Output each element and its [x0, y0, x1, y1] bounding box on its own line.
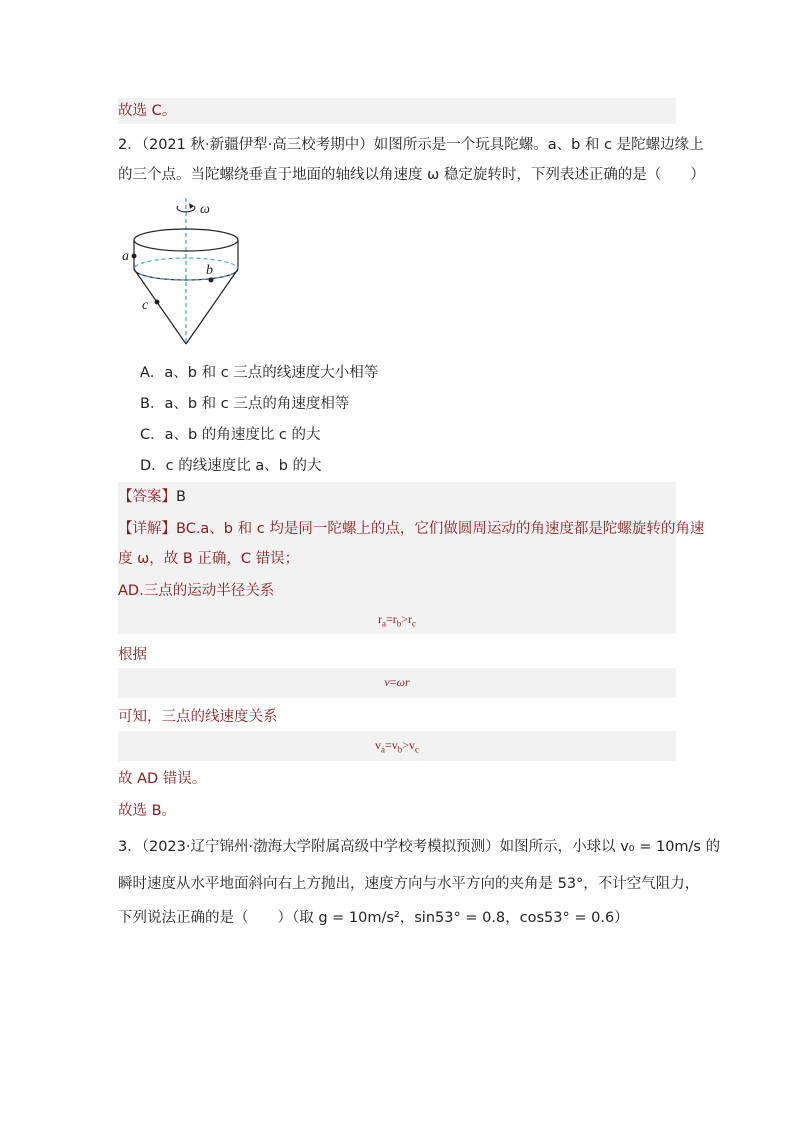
point-c-label: c	[142, 298, 149, 313]
detail-line1	[118, 518, 704, 540]
detail-text-1: BC.a、b 和 c 均是同一陀螺上的点，它们做圆周运动的角速度都是陀螺旋转的角速	[176, 521, 705, 537]
equation-v: v=ωr	[384, 675, 410, 689]
spinning-top-figure	[112, 194, 252, 349]
option-d: D．c 的线速度比 a、b 的大	[140, 458, 322, 474]
option-b: B．a、b 和 c 三点的角速度相等	[140, 396, 350, 412]
q3-stem-line2: 瞬时速度从水平地面斜向右上方抛出，速度方向与水平方向的夹角是 53°，不计空气阻力，	[118, 876, 700, 892]
prev-answer: 故选 C。	[118, 103, 177, 119]
option-c: C．a、b 的角速度比 c 的大	[140, 427, 321, 443]
know-line: 可知，三点的线速度关系	[118, 709, 278, 725]
choose-b: 故选 B。	[118, 803, 177, 819]
point-a-label: a	[122, 249, 129, 264]
q2-stem-line1: 2．（2021 秋·新疆伊犁·高三校考期中）如图所示是一个玩具陀螺。a、b 和 c 是陀螺边缘上	[118, 137, 704, 153]
ad-wrong: 故 AD 错误。	[118, 771, 207, 787]
detail-line2: 度 ω，故 B 正确，C 错误；	[118, 551, 300, 567]
prev-answer-shade	[118, 98, 676, 124]
equation-radius: $r_a=r_b>r_c$	[377, 612, 417, 629]
q3-stem-line1: 3．（2023·辽宁锦州·渤海大学附属高级中学校考模拟预测）如图所示，小球以 v₀ = 10m/s 的	[118, 839, 721, 855]
gen-line: 根据	[118, 647, 147, 663]
answer-label: 【答案】	[118, 489, 176, 505]
omega-label: ω	[200, 202, 210, 217]
option-a: A．a、b 和 c 三点的线速度大小相等	[140, 365, 379, 381]
ad-line: AD.三点的运动半径关系	[118, 583, 275, 599]
q2-stem-line2: 的三个点。当陀螺绕垂直于地面的轴线以角速度 ω 稳定旋转时，下列表述正确的是（ ）	[118, 167, 705, 183]
q3-stem-line3: 下列说法正确的是（ ）（取 g = 10m/s²，sin53° = 0.8，cos53° = 0.6）	[118, 910, 629, 926]
point-b-label: b	[206, 263, 213, 278]
answer-value: B	[176, 489, 186, 505]
equation-velocity: $v_a=v_b>v_c$	[374, 738, 420, 755]
detail-label: 【详解】	[118, 521, 176, 537]
answer-line	[118, 486, 186, 508]
